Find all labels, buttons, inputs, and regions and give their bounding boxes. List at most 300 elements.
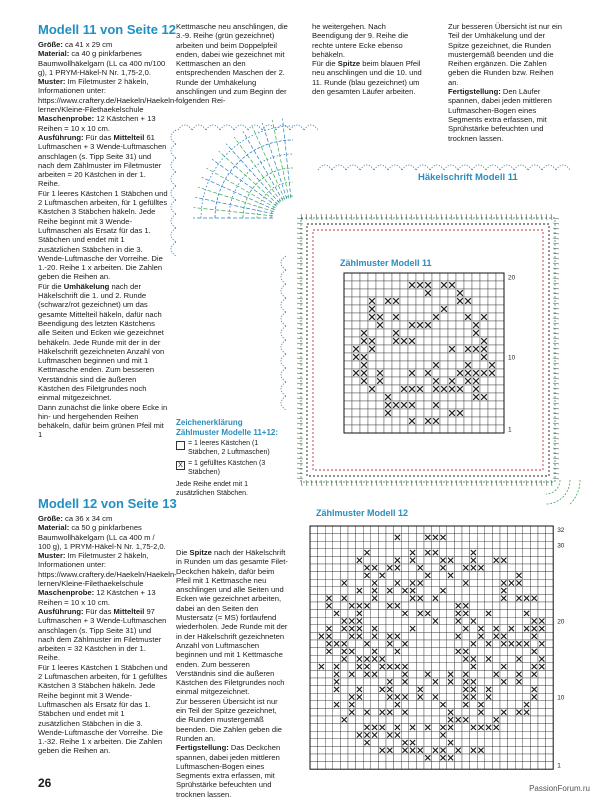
chart-cell (409, 754, 417, 762)
chart-cell (408, 393, 416, 401)
chart-cell (318, 724, 326, 732)
chart-cell (394, 686, 402, 694)
chart-cell (496, 369, 504, 377)
chart-cell (378, 632, 386, 640)
chart-cell (344, 297, 352, 305)
chart-cell (416, 648, 424, 656)
chart-cell (538, 564, 546, 572)
chart-cell (523, 541, 531, 549)
stitch-mark (553, 373, 559, 374)
chart-cell (378, 549, 386, 557)
lace-loop (281, 340, 286, 354)
chart-cell (376, 345, 384, 353)
chart-cell (325, 549, 333, 557)
chart-cell (477, 579, 485, 587)
chart-cell (496, 305, 504, 313)
chart-cell (456, 393, 464, 401)
chart-cell (310, 602, 318, 610)
stitch-mark (376, 480, 377, 486)
chart-cell (462, 556, 470, 564)
chart-cell (439, 549, 447, 557)
lace-loop (171, 130, 176, 144)
chart-cell (318, 648, 326, 656)
stitch-mark (553, 478, 559, 479)
chart-cell (454, 754, 462, 762)
chart-cell (538, 534, 546, 542)
chart-cell (462, 746, 470, 754)
chart-cell (401, 564, 409, 572)
chart-cell (515, 602, 523, 610)
chart-cell (371, 640, 379, 648)
chart-cell (384, 369, 392, 377)
chart-cell (368, 361, 376, 369)
chart-cell (333, 754, 341, 762)
chart-cell (477, 678, 485, 686)
chart-cell (356, 708, 364, 716)
chart-cell (508, 602, 516, 610)
chart-cell (333, 731, 341, 739)
chart-cell (409, 541, 417, 549)
chart-cell (386, 625, 394, 633)
chart-cell (470, 754, 478, 762)
chart-cell (447, 655, 455, 663)
stitch-mark (553, 343, 559, 344)
chart-cell (464, 401, 472, 409)
chart-cell (530, 716, 538, 724)
chart-cell (485, 549, 493, 557)
chart-cell (439, 686, 447, 694)
chart-cell (378, 625, 386, 633)
stitch-mark (351, 214, 352, 220)
chart-cell (440, 369, 448, 377)
stitch-mark (553, 223, 559, 224)
chart-cell (401, 724, 409, 732)
chart-cell (462, 708, 470, 716)
stitch-mark (406, 214, 407, 220)
lace-loop (171, 200, 176, 214)
paragraph: Muster: Im Filetmuster 2 häkeln, Informationen unter: https://www.craftery.de/Haekeln/Haekeln-lernen/Kleine-Filethaekelschule (38, 77, 177, 115)
stitch-mark (361, 480, 362, 486)
chart-cell (546, 701, 554, 709)
chart-cell (392, 385, 400, 393)
chart-cell (416, 617, 424, 625)
chart-cell (424, 617, 432, 625)
chart-cell (456, 329, 464, 337)
chart-cell (456, 337, 464, 345)
chart-cell (508, 716, 516, 724)
chart-cell (456, 353, 464, 361)
chart-cell (401, 526, 409, 534)
chart-cell (424, 708, 432, 716)
chart-cell (447, 579, 455, 587)
chart-cell (480, 425, 488, 433)
chart-cell (477, 739, 485, 747)
chart-cell (424, 579, 432, 587)
chart-cell (344, 353, 352, 361)
chart-cell (462, 640, 470, 648)
chart-cell (488, 329, 496, 337)
chart-cell (439, 610, 447, 618)
chart-cell (394, 549, 402, 557)
chart-cell (432, 572, 440, 580)
chart-cell (318, 594, 326, 602)
chart-cell (348, 655, 356, 663)
chart-cell (310, 640, 318, 648)
chart-cell (508, 534, 516, 542)
chart-cell (371, 534, 379, 542)
chart-cell (477, 670, 485, 678)
chart-cell (416, 345, 424, 353)
lace-loop (332, 165, 346, 170)
chart-cell (477, 594, 485, 602)
stitch-mark (401, 480, 402, 486)
lace-loop (234, 125, 248, 130)
stitch-mark (431, 214, 432, 220)
chart-cell (432, 353, 440, 361)
chart-cell (538, 693, 546, 701)
chart-cell (310, 678, 318, 686)
stitch-mark (297, 443, 303, 444)
stitch-mark (311, 214, 312, 220)
chart-cell (416, 587, 424, 595)
chart-cell (424, 337, 432, 345)
chart-cell (515, 716, 523, 724)
chart-cell (448, 321, 456, 329)
chart-cell (432, 663, 440, 671)
chart-cell (340, 549, 348, 557)
chart-cell (500, 549, 508, 557)
stitch-mark (553, 428, 559, 429)
chart-cell (488, 313, 496, 321)
stitch-mark (351, 480, 352, 486)
stitch-mark (297, 293, 303, 294)
chart-cell (394, 708, 402, 716)
chart-cell (394, 655, 402, 663)
stitch-mark (551, 480, 552, 486)
chart-cell (386, 655, 394, 663)
chart-cell (352, 417, 360, 425)
chart-cell (392, 305, 400, 313)
chart-cell (424, 594, 432, 602)
stitch-mark (361, 214, 362, 220)
chart-cell (492, 541, 500, 549)
chart-cell (546, 549, 554, 557)
stitch-mark (441, 214, 442, 220)
chart-cell (508, 754, 516, 762)
chart-cell (477, 602, 485, 610)
stitch-mark (553, 323, 559, 324)
chart-cell (492, 739, 500, 747)
chart-cell (448, 329, 456, 337)
chart-cell (508, 572, 516, 580)
chart-cell (416, 754, 424, 762)
chart-cell (447, 602, 455, 610)
chart-cell (400, 417, 408, 425)
chart-cell (340, 678, 348, 686)
chart-cell (496, 425, 504, 433)
chart-cell (480, 297, 488, 305)
chart-cell (523, 602, 531, 610)
chart-cell (384, 377, 392, 385)
chart-cell (310, 625, 318, 633)
stitch-mark (297, 323, 303, 324)
chart-cell (394, 541, 402, 549)
chart-cell (432, 273, 440, 281)
chart-cell (492, 686, 500, 694)
chart-cell (462, 739, 470, 747)
lace-loop (374, 165, 388, 170)
chart-cell (523, 564, 531, 572)
chart-cell (477, 526, 485, 534)
chart-cell (462, 594, 470, 602)
chart-cell (371, 541, 379, 549)
lace-loop (346, 165, 360, 170)
stitch-mark (441, 480, 442, 486)
chart-cell (325, 716, 333, 724)
chart-cell (360, 281, 368, 289)
chart-cell (530, 541, 538, 549)
chart-cell (325, 564, 333, 572)
chart-cell (401, 686, 409, 694)
chart-cell (408, 329, 416, 337)
chart-cell (530, 602, 538, 610)
chart-cell (447, 526, 455, 534)
chart-cell (424, 746, 432, 754)
chart-cell (538, 701, 546, 709)
chart-cell (424, 587, 432, 595)
chart-cell (394, 625, 402, 633)
chart-cell (432, 526, 440, 534)
chart-cell (348, 746, 356, 754)
chart-cell (368, 393, 376, 401)
chart-cell (440, 353, 448, 361)
chart-cell (424, 401, 432, 409)
chart-cell (500, 610, 508, 618)
stitch-mark (476, 214, 477, 220)
chart-cell (477, 716, 485, 724)
chart-cell (386, 549, 394, 557)
chart-cell (400, 393, 408, 401)
chart-cell (472, 305, 480, 313)
chart-cell (409, 534, 417, 542)
chart-cell (408, 313, 416, 321)
stitch-mark (311, 480, 312, 486)
stitch-mark (536, 214, 537, 220)
stitch-mark (541, 214, 542, 220)
lace-loop (388, 165, 402, 170)
chart-cell (480, 417, 488, 425)
chart-cell (424, 632, 432, 640)
chart-cell (344, 369, 352, 377)
stitch-mark (471, 214, 472, 220)
chart-cell (318, 670, 326, 678)
chart-cell (538, 754, 546, 762)
chart-cell (348, 564, 356, 572)
chart-cell (454, 625, 462, 633)
chart-cell (500, 686, 508, 694)
chart-cell (333, 579, 341, 587)
chart-cell (384, 337, 392, 345)
chart-cell (456, 321, 464, 329)
stitch-mark (553, 403, 559, 404)
stitch-mark (331, 214, 332, 220)
chart-cell (376, 417, 384, 425)
stitch-mark (297, 423, 303, 424)
chart-cell (488, 273, 496, 281)
chart-cell (492, 564, 500, 572)
chart-cell (492, 594, 500, 602)
chart-cell (523, 739, 531, 747)
stitch-mark (553, 253, 559, 254)
chart-cell (401, 716, 409, 724)
stitch-mark (553, 338, 559, 339)
chart-cell (344, 425, 352, 433)
chart-cell (477, 541, 485, 549)
chart-cell (371, 678, 379, 686)
chart-cell (546, 663, 554, 671)
chart-cell (523, 762, 531, 770)
chart-cell (394, 739, 402, 747)
chart-cell (470, 594, 478, 602)
chart-cell (368, 281, 376, 289)
stitch-mark (297, 408, 303, 409)
chart-cell (318, 762, 326, 770)
chart-cell (348, 754, 356, 762)
chart-cell (401, 632, 409, 640)
chart-cell (356, 746, 364, 754)
fan-arc (229, 154, 293, 218)
chart-cell (485, 701, 493, 709)
chart-cell (440, 321, 448, 329)
chart-cell (546, 670, 554, 678)
chart-cell (348, 541, 356, 549)
chart-cell (454, 686, 462, 694)
chart-cell (392, 369, 400, 377)
fan-arc (546, 480, 580, 505)
chart-cell (310, 549, 318, 557)
chart-cell (408, 353, 416, 361)
chart-cell (424, 701, 432, 709)
chart-cell (523, 526, 531, 534)
chart-cell (409, 632, 417, 640)
stitch-mark (316, 214, 317, 220)
chart-cell (480, 361, 488, 369)
chart-cell (508, 594, 516, 602)
paragraph: Kettmasche neu anschlingen, die 3.-9. Reihe (grün gezeichnet) arbeiten und beim Doppelpfeil enden, dabei wie gezeichnet mit Kettmaschen an den entsprechenden Maschen der 2. Runde der Umhäkelung anschlingen und zum Beginn der folgenden Rei- (176, 22, 288, 106)
chart-cell (376, 289, 384, 297)
chart-cell (363, 610, 371, 618)
chart-cell (500, 541, 508, 549)
stitch-mark (297, 413, 303, 414)
chart-cell (356, 541, 364, 549)
chart-cell (492, 587, 500, 595)
stitch-mark (501, 214, 502, 220)
chart-cell (363, 754, 371, 762)
chart-cell (523, 549, 531, 557)
chart-cell (352, 337, 360, 345)
chart-cell (376, 305, 384, 313)
chart-cell (496, 329, 504, 337)
chart-cell (523, 686, 531, 694)
chart-cell (464, 417, 472, 425)
chart-cell (492, 708, 500, 716)
stitch-mark (341, 480, 342, 486)
stitch-mark (297, 418, 303, 419)
chart-cell (439, 655, 447, 663)
chart-cell (310, 572, 318, 580)
stitch-mark (553, 473, 559, 474)
fan-arc (546, 480, 570, 504)
chart-cell (318, 579, 326, 587)
paragraph: Maschenprobe: 12 Kästchen + 13 Reihen = 10 x 10 cm. (38, 588, 156, 607)
chart-cell (384, 417, 392, 425)
chart-cell (454, 579, 462, 587)
empty-square-icon (176, 441, 185, 450)
chart-cell (356, 670, 364, 678)
chart-cell (432, 409, 440, 417)
chart-cell (470, 708, 478, 716)
chart-cell (432, 670, 440, 678)
chart-cell (485, 564, 493, 572)
chart-cell (480, 401, 488, 409)
stitch-mark (297, 468, 303, 469)
chart-cell (454, 594, 462, 602)
stitch-mark (456, 480, 457, 486)
chart-cell (508, 556, 516, 564)
chart-cell (344, 313, 352, 321)
stitch-mark (297, 243, 303, 244)
chart-cell (480, 281, 488, 289)
chart-cell (508, 564, 516, 572)
lace-loop (281, 382, 286, 396)
stitch-mark (506, 214, 507, 220)
chart-cell (485, 534, 493, 542)
chart-cell (485, 708, 493, 716)
chart-cell (508, 549, 516, 557)
stitch-mark (553, 363, 559, 364)
chart-cell (310, 648, 318, 656)
chart-cell (318, 541, 326, 549)
stitch-mark (553, 303, 559, 304)
stitch-mark (297, 223, 303, 224)
chart-cell (538, 541, 546, 549)
stitch-mark (481, 480, 482, 486)
chart-cell (432, 754, 440, 762)
chart-cell (409, 526, 417, 534)
chart-cell (416, 273, 424, 281)
chart-cell (523, 663, 531, 671)
chart-cell (530, 640, 538, 648)
chart-cell (515, 701, 523, 709)
stitch-mark (297, 428, 303, 429)
chart-cell (392, 289, 400, 297)
chart-cell (356, 579, 364, 587)
chart-cell (384, 273, 392, 281)
chart-cell (477, 587, 485, 595)
chart-cell (333, 632, 341, 640)
stitch-mark (331, 480, 332, 486)
chart-cell (384, 321, 392, 329)
chart-cell (368, 273, 376, 281)
chart-cell (371, 708, 379, 716)
chart-cell (447, 640, 455, 648)
chart-cell (371, 762, 379, 770)
chart-cell (408, 361, 416, 369)
chart-cell (508, 678, 516, 686)
chart-cell (360, 393, 368, 401)
chart-cell (508, 693, 516, 701)
lace-loop (171, 158, 176, 172)
